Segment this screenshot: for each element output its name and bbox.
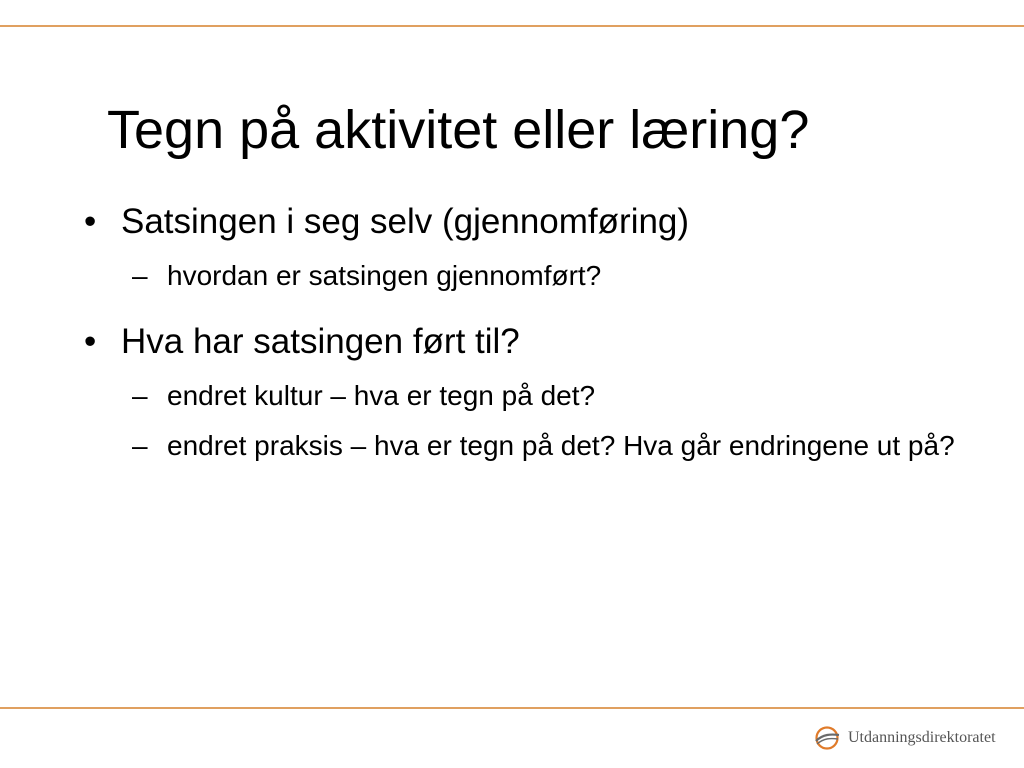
dash-symbol: – — [132, 430, 148, 461]
bullet-item — [84, 320, 984, 364]
bullet-symbol: • — [84, 202, 97, 241]
utdanningsdirektoratet-logo-icon — [814, 725, 840, 751]
sub-bullet-item — [84, 428, 967, 464]
dash-symbol: – — [132, 260, 148, 291]
bullet-symbol: • — [84, 322, 97, 361]
sub-bullet-item — [84, 258, 984, 294]
bottom-divider — [0, 707, 1024, 709]
bullet-item — [84, 200, 984, 244]
sub-bullet-item — [84, 378, 984, 414]
bullet-text: Satsingen i seg selv (gjennomføring) — [121, 202, 690, 241]
sub-bullet-text: hvordan er satsingen gjennomført? — [167, 260, 602, 291]
top-divider — [0, 25, 1024, 27]
slide-body — [84, 200, 984, 464]
bullet-text: Hva har satsingen ført til? — [121, 322, 520, 361]
slide-title: Tegn på aktivitet eller læring? — [107, 100, 810, 160]
organization-logo — [814, 718, 996, 758]
sub-bullet-text: endret praksis – hva er tegn på det? Hva går endringene ut på? — [167, 430, 955, 461]
dash-symbol: – — [132, 380, 148, 411]
logo-text: Utdanningsdirektoratet — [848, 729, 996, 746]
sub-bullet-text: endret kultur – hva er tegn på det? — [167, 380, 596, 411]
